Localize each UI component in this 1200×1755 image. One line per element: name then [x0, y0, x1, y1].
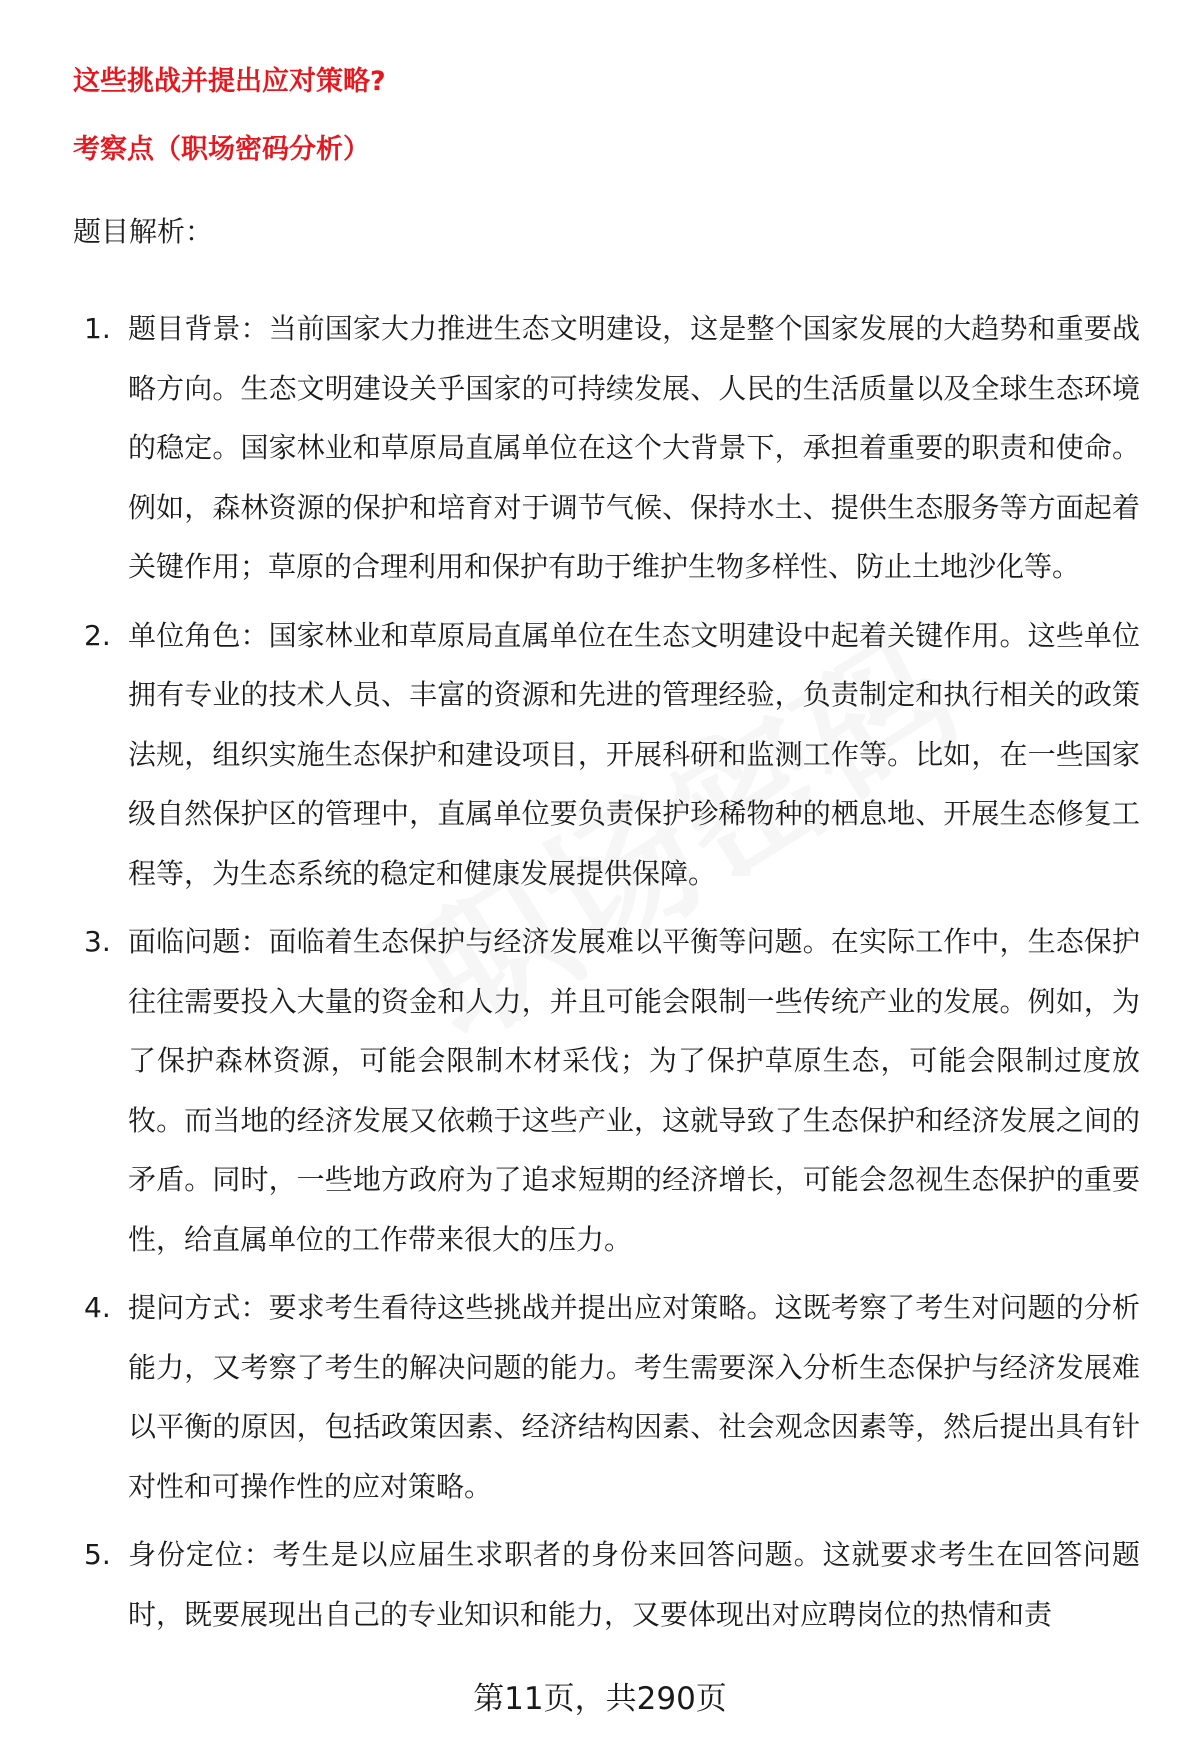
analysis-intro: 题目解析：	[73, 215, 214, 248]
list-item-number: 3.	[84, 925, 111, 958]
list-item-number: 1.	[84, 312, 111, 345]
list-item	[0, 1278, 1200, 1516]
page-number: 第11页，共290页	[473, 1681, 727, 1717]
list-item	[0, 912, 1200, 1269]
list-item-text: 面临问题：面临着生态保护与经济发展难以平衡等问题。在实际工作中，生态保护往往需要投入大量的资金和人力，并且可能会限制一些传统产业的发展。例如，为了保护森林资源，可能会限制木材采伐；为了保护草原生态，可能会限制过度放牧。而当地的经济发展又依赖于这些产业，这就导致了生态保护和经济发展之间的矛盾。同时，一些地方政府为了追求短期的经济增长，可能会忽视生态保护的重要性，给直属单位的工作带来很大的压力。	[128, 925, 1140, 1256]
list-item	[0, 606, 1200, 904]
list-item	[0, 299, 1200, 597]
section-heading: 考察点（职场密码分析）	[73, 134, 370, 165]
list-item-text: 单位角色：国家林业和草原局直属单位在生态文明建设中起着关键作用。这些单位拥有专业的技术人员、丰富的资源和先进的管理经验，负责制定和执行相关的政策法规，组织实施生态保护和建设项目，开展科研和监测工作等。比如，在一些国家级自然保护区的管理中，直属单位要负责保护珍稀物种的栖息地、开展生态修复工程等，为生态系统的稳定和健康发展提供保障。	[128, 618, 1140, 890]
question-heading: 这些挑战并提出应对策略?	[73, 66, 386, 97]
analysis-list	[0, 299, 1200, 1653]
list-item-number: 4.	[84, 1291, 111, 1324]
list-item-text: 提问方式：要求考生看待这些挑战并提出应对策略。这既考察了考生对问题的分析能力，又考察了考生的解决问题的能力。考生需要深入分析生态保护与经济发展难以平衡的原因，包括政策因素、经济结构因素、社会观念因素等，然后提出具有针对性和可操作性的应对策略。	[128, 1291, 1140, 1503]
list-item	[0, 1525, 1200, 1644]
list-item-text: 身份定位：考生是以应届生求职者的身份来回答问题。这就要求考生在回答问题时，既要展现出自己的专业知识和能力，又要体现出对应聘岗位的热情和责	[128, 1538, 1140, 1631]
list-item-text: 题目背景：当前国家大力推进生态文明建设，这是整个国家发展的大趋势和重要战略方向。生态文明建设关乎国家的可持续发展、人民的生活质量以及全球生态环境的稳定。国家林业和草原局直属单位在这个大背景下，承担着重要的职责和使命。例如，森林资源的保护和培育对于调节气候、保持水土、提供生态服务等方面起着关键作用；草原的合理利用和保护有助于维护生物多样性、防止土地沙化等。	[128, 312, 1140, 583]
list-item-number: 5.	[84, 1538, 111, 1571]
list-item-number: 2.	[84, 618, 111, 652]
